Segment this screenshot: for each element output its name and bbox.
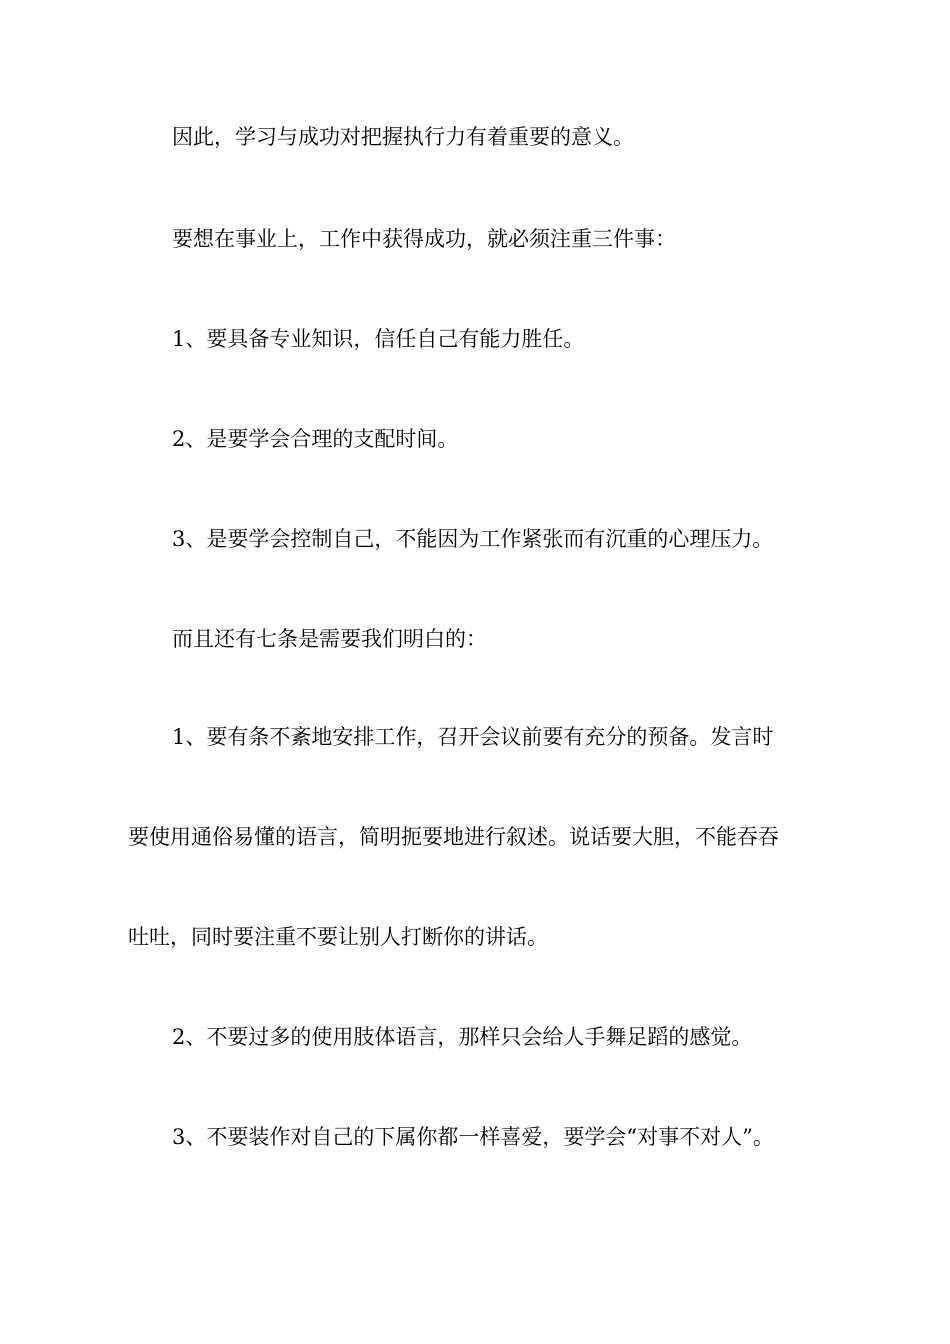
paragraph-line: 而且还有七条是需要我们明白的：	[172, 627, 487, 651]
list-item: 3、是要学会控制自己，不能因为工作紧张而有沉重的心理压力。	[172, 527, 774, 551]
paragraph-line: 因此，学习与成功对把握执行力有着重要的意义。	[172, 125, 634, 149]
paragraph-line: 要想在事业上，工作中获得成功，就必须注重三件事：	[172, 227, 676, 251]
list-item: 1、要有条不紊地安排工作，召开会议前要有充分的预备。发言时	[172, 725, 774, 749]
list-item: 1、要具备专业知识，信任自己有能力胜任。	[172, 327, 585, 351]
list-item: 2、不要过多的使用肢体语言，那样只会给人手舞足蹈的感觉。	[172, 1025, 753, 1049]
list-item-continuation: 吐吐，同时要注重不要让别人打断你的讲话。	[128, 925, 548, 949]
list-item: 2、是要学会合理的支配时间。	[172, 427, 459, 451]
list-item-continuation: 要使用通俗易懂的语言，简明扼要地进行叙述。说话要大胆，不能吞吞	[128, 825, 779, 849]
list-item: 3、不要装作对自己的下属你都一样喜爱，要学会“对事不对人”。	[172, 1125, 774, 1149]
